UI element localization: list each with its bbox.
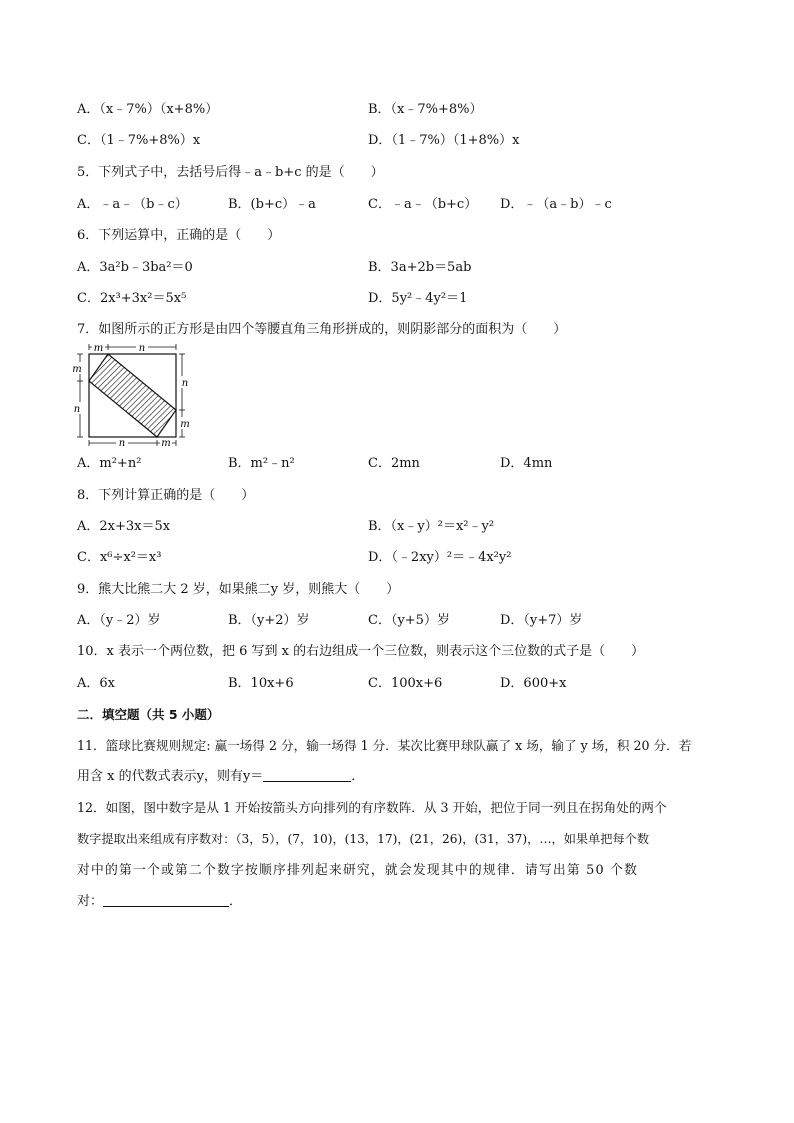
q11-line-2-text: 用含 x 的代数式表示y，则有y＝ xyxy=(77,769,264,784)
q12-line-4 xyxy=(77,893,242,911)
q12-line-4-end: ． xyxy=(229,894,243,909)
q6-option-c: C．2x³+3x²＝5x⁵ xyxy=(77,291,187,306)
q7-option-b: B．m²﹣n² xyxy=(228,456,295,471)
q7-stem: 7．如图所示的正方形是由四个等腰直角三角形拼成的，则阴影部分的面积为（ ） xyxy=(77,322,567,337)
q8-option-b: B．（x﹣y）²＝x²﹣y² xyxy=(368,519,495,534)
q12-line-4-text: 对： xyxy=(77,894,104,909)
label-m-bottom: m xyxy=(161,438,171,447)
q4-option-d: D．（1﹣7%）（1+8%）x xyxy=(368,133,520,148)
section-title-fill-in: 二．填空题（共 5 小题） xyxy=(77,707,220,722)
q8-option-d: D．（﹣2xy）²＝﹣4x²y² xyxy=(368,550,512,565)
q6-stem: 6．下列运算中，正确的是（ ） xyxy=(77,228,281,243)
q12-line-3: 对中的第一个或第二个数字按顺序排列起来研究，就会发现其中的规律．请写出第 50 个数 xyxy=(77,863,639,878)
q7-square-figure xyxy=(70,342,190,447)
q12-line-1: 12．如图，图中数字是从 1 开始按箭头方向排列的有序数阵．从 3 开始，把位于同一列且在拐角处的两个 xyxy=(77,800,667,815)
q4-option-c: C．（1﹣7%+8%）x xyxy=(77,133,201,148)
q9-option-b: B．（y+2）岁 xyxy=(228,613,310,628)
q4-option-b: B．（x﹣7%+8%） xyxy=(368,102,483,117)
q11-line-2-end: ． xyxy=(351,769,365,784)
label-n-bottom: n xyxy=(118,438,126,447)
q6-option-d: D．5y²﹣4y²＝1 xyxy=(368,291,468,306)
q8-stem: 8．下列计算正确的是（ ） xyxy=(77,488,255,503)
q11-line-1: 11．篮球比赛规则规定: 赢一场得 2 分，输一场得 1 分．某次比赛甲球队赢了 x 场，输了 y 场，积 20 分．若 xyxy=(77,738,692,753)
label-n-top: n xyxy=(138,343,146,354)
q5-option-d: D．﹣（a﹣b）﹣c xyxy=(500,197,612,212)
q10-option-d: D．600+x xyxy=(500,676,567,691)
q11-line-2 xyxy=(77,768,364,786)
q10-option-b: B．10x+6 xyxy=(228,676,294,691)
label-m-top: m xyxy=(93,343,104,354)
q7-option-c: C．2mn xyxy=(368,456,420,471)
q5-option-a: A．﹣a﹣（b﹣c） xyxy=(77,197,188,212)
q6-option-a: A．3a²b﹣3ba²＝0 xyxy=(77,260,193,275)
q9-option-c: C．（y+5）岁 xyxy=(368,613,450,628)
q10-option-a: A．6x xyxy=(77,676,115,691)
q12-line-2: 数字提取出来组成有序数对：（3，5），(7，10)，(13，17)，(21，26)，(31，37)，…，如果单把每个数 xyxy=(77,832,650,846)
q6-option-b: B．3a+2b＝5ab xyxy=(368,260,472,275)
q12-answer-blank[interactable] xyxy=(103,893,229,907)
label-m-left: m xyxy=(72,364,82,375)
q8-option-c: C．x⁶÷x²＝x³ xyxy=(77,550,162,565)
label-n-left: n xyxy=(73,404,81,415)
q5-stem: 5．下列式子中，去括号后得﹣a﹣b+c 的是（ ） xyxy=(77,165,384,180)
q10-option-c: C．100x+6 xyxy=(368,676,443,691)
shaded-rectangle xyxy=(89,354,176,437)
q5-option-c: C．﹣a﹣（b+c） xyxy=(368,197,478,212)
q10-stem: 10．x 表示一个两位数，把 6 写到 x 的右边组成一个三位数，则表示这个三位数的式子是（ ） xyxy=(77,644,645,659)
label-m-right: m xyxy=(180,419,190,430)
q5-option-b: B．(b+c）﹣a xyxy=(228,197,316,212)
q11-answer-blank[interactable] xyxy=(263,768,351,782)
q9-option-a: A．（y﹣2）岁 xyxy=(77,613,161,628)
label-n-right: n xyxy=(181,378,189,389)
q9-stem: 9．熊大比熊二大 2 岁，如果熊二y 岁，则熊大（ ） xyxy=(77,582,400,597)
q9-option-d: D．（y+7）岁 xyxy=(500,613,583,628)
q7-option-a: A．m²+n² xyxy=(77,456,142,471)
q8-option-a: A．2x+3x＝5x xyxy=(77,519,171,534)
q7-option-d: D．4mn xyxy=(500,456,553,471)
q4-option-a: A．（x﹣7%）（x+8%） xyxy=(77,102,219,117)
